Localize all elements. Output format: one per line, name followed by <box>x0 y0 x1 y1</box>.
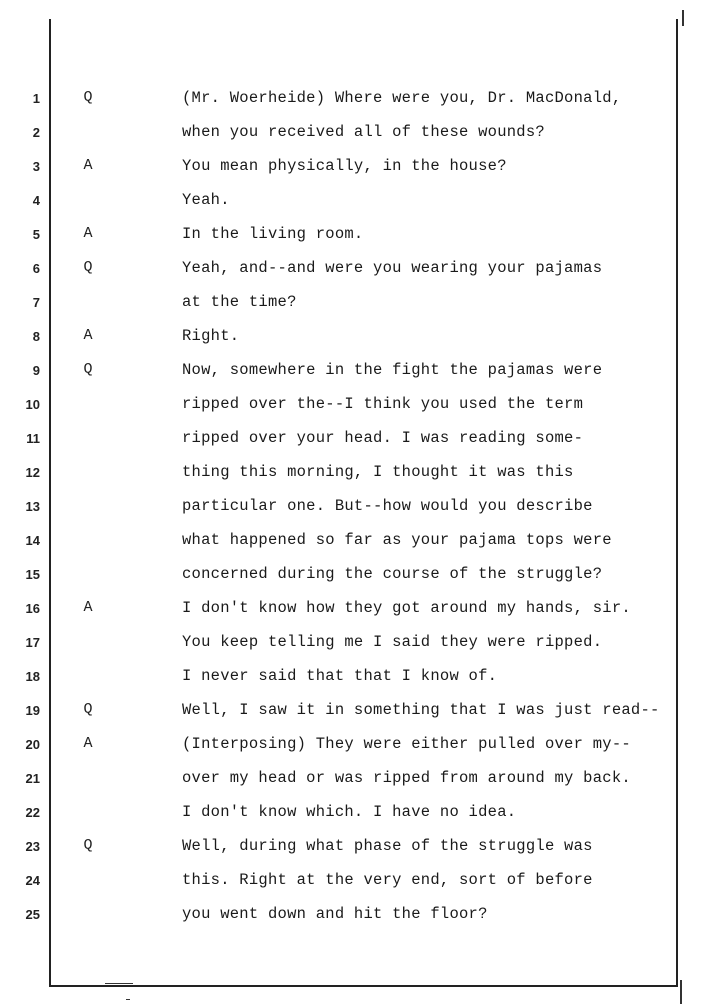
transcript-line-text: Right. <box>182 327 240 345</box>
line-number: 13 <box>25 499 40 514</box>
transcript-line-text: ripped over your head. I was reading some- <box>182 429 584 447</box>
transcript-line-text: what happened so far as your pajama tops were <box>182 531 612 549</box>
transcript-line-text: Well, I saw it in something that I was just read-- <box>182 701 660 719</box>
line-number: 18 <box>25 669 40 684</box>
transcript-line-text: over my head or was ripped from around my back. <box>182 769 631 787</box>
transcript-line-text: when you received all of these wounds? <box>182 123 545 141</box>
transcript-line-text: this. Right at the very end, sort of before <box>182 871 593 889</box>
line-number: 9 <box>32 363 40 378</box>
line-number: 4 <box>32 193 40 208</box>
speaker-label: A <box>83 599 93 616</box>
speaker-label: A <box>83 735 93 752</box>
speaker-label: Q <box>83 837 93 854</box>
line-number: 12 <box>25 465 40 480</box>
transcript-line-text: I don't know how they got around my hands, sir. <box>182 599 631 617</box>
transcript-line-text: In the living room. <box>182 225 364 243</box>
line-number: 1 <box>32 91 40 106</box>
transcript-line-text: (Mr. Woerheide) Where were you, Dr. MacDonald, <box>182 89 622 107</box>
transcript-line-text: You mean physically, in the house? <box>182 157 507 175</box>
line-number: 11 <box>26 431 40 446</box>
line-number: 23 <box>25 839 40 854</box>
line-number: 25 <box>25 907 40 922</box>
line-number: 8 <box>32 329 40 344</box>
line-number: 20 <box>25 737 40 752</box>
transcript-line-text: ripped over the--I think you used the term <box>182 395 584 413</box>
speaker-label: Q <box>83 259 93 276</box>
transcript-line-text: thing this morning, I thought it was this <box>182 463 574 481</box>
transcript-line-text: Now, somewhere in the fight the pajamas were <box>182 361 603 379</box>
speaker-label: A <box>83 225 93 242</box>
right-edge-mark <box>680 980 682 1004</box>
line-number: 17 <box>25 635 40 650</box>
speaker-label: Q <box>83 89 93 106</box>
transcript-line-text: Well, during what phase of the struggle was <box>182 837 593 855</box>
line-number: 6 <box>32 261 40 276</box>
bottom-dot <box>126 999 130 1000</box>
transcript-line-text: I never said that that I know of. <box>182 667 498 685</box>
transcript-line-text: I don't know which. I have no idea. <box>182 803 517 821</box>
line-number: 22 <box>25 805 40 820</box>
speaker-label: A <box>83 157 93 174</box>
line-number: 5 <box>32 227 40 242</box>
transcript-line-text: at the time? <box>182 293 297 311</box>
top-right-mark <box>682 10 684 26</box>
transcript-line-text: concerned during the course of the struggle? <box>182 565 603 583</box>
transcript-line-text: particular one. But--how would you describe <box>182 497 593 515</box>
line-number: 14 <box>25 533 40 548</box>
line-number: 3 <box>32 159 40 174</box>
line-number: 24 <box>25 873 40 888</box>
bottom-dash <box>105 983 133 984</box>
speaker-label: Q <box>83 701 93 718</box>
line-number: 19 <box>25 703 40 718</box>
line-number: 21 <box>25 771 40 786</box>
speaker-label: A <box>83 327 93 344</box>
transcript-line-text: Yeah, and--and were you wearing your pajamas <box>182 259 603 277</box>
line-number: 7 <box>32 295 40 310</box>
line-number: 16 <box>25 601 40 616</box>
transcript-line-text: You keep telling me I said they were ripped. <box>182 633 603 651</box>
line-number: 15 <box>25 567 40 582</box>
transcript-line-text: (Interposing) They were either pulled over my-- <box>182 735 631 753</box>
line-number: 2 <box>32 125 40 140</box>
speaker-label: Q <box>83 361 93 378</box>
transcript-line-text: Yeah. <box>182 191 230 209</box>
transcript-line-text: you went down and hit the floor? <box>182 905 488 923</box>
line-number: 10 <box>25 397 40 412</box>
